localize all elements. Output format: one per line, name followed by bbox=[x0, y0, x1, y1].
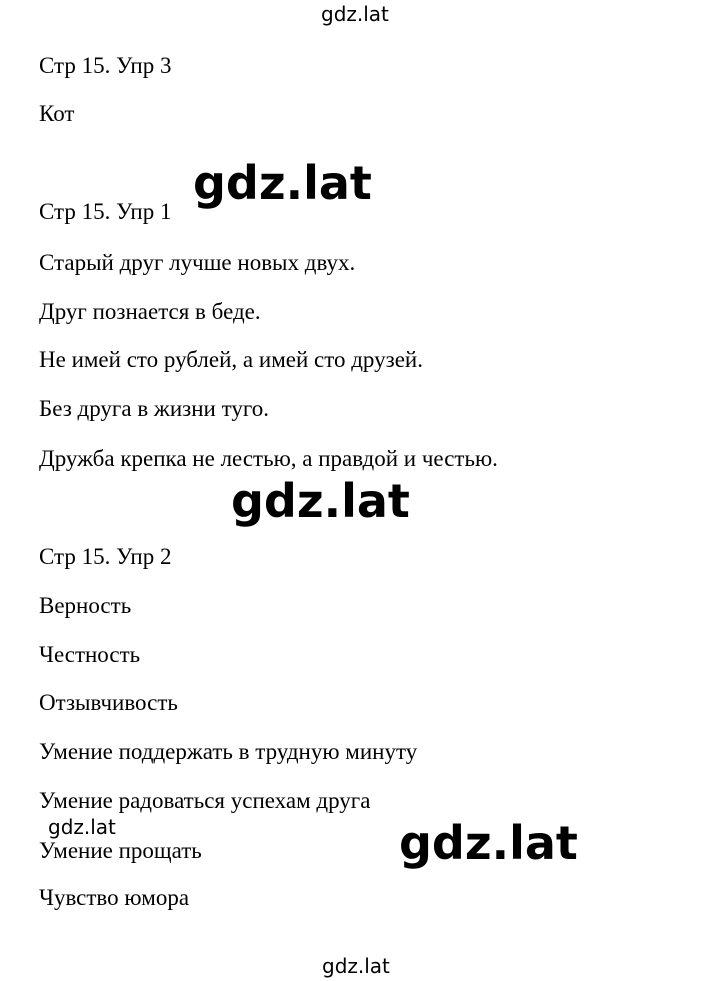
watermark-large-3: gdz.lat bbox=[399, 816, 578, 870]
watermark-bottom: gdz.lat bbox=[322, 954, 390, 978]
proverb-line: Старый друг лучше новых двух. bbox=[39, 250, 356, 275]
section-heading-upr-3: Стр 15. Упр 3 bbox=[39, 53, 172, 78]
answer-line: Кот bbox=[39, 101, 75, 126]
watermark-small-left: gdz.lat bbox=[48, 815, 116, 839]
proverb-line: Без друга в жизни туго. bbox=[39, 396, 269, 421]
proverb-line: Не имей сто рублей, а имей сто друзей. bbox=[39, 347, 423, 372]
proverb-line: Друг познается в беде. bbox=[39, 299, 261, 324]
section-heading-upr-2: Стр 15. Упр 2 bbox=[39, 544, 172, 569]
quality-line: Умение прощать bbox=[39, 838, 202, 863]
quality-line: Чувство юмора bbox=[39, 885, 190, 910]
proverb-line: Дружба крепка не лестью, а правдой и честью. bbox=[39, 446, 498, 471]
watermark-large-2: gdz.lat bbox=[231, 474, 410, 528]
section-heading-upr-1: Стр 15. Упр 1 bbox=[39, 199, 172, 224]
watermark-top: gdz.lat bbox=[321, 2, 389, 26]
quality-line: Верность bbox=[39, 593, 132, 618]
watermark-large-1: gdz.lat bbox=[193, 156, 372, 210]
quality-line: Умение радоваться успехам друга bbox=[39, 788, 371, 813]
quality-line: Умение поддержать в трудную минуту bbox=[39, 739, 418, 764]
quality-line: Честность bbox=[39, 642, 141, 667]
quality-line: Отзывчивость bbox=[39, 690, 178, 715]
